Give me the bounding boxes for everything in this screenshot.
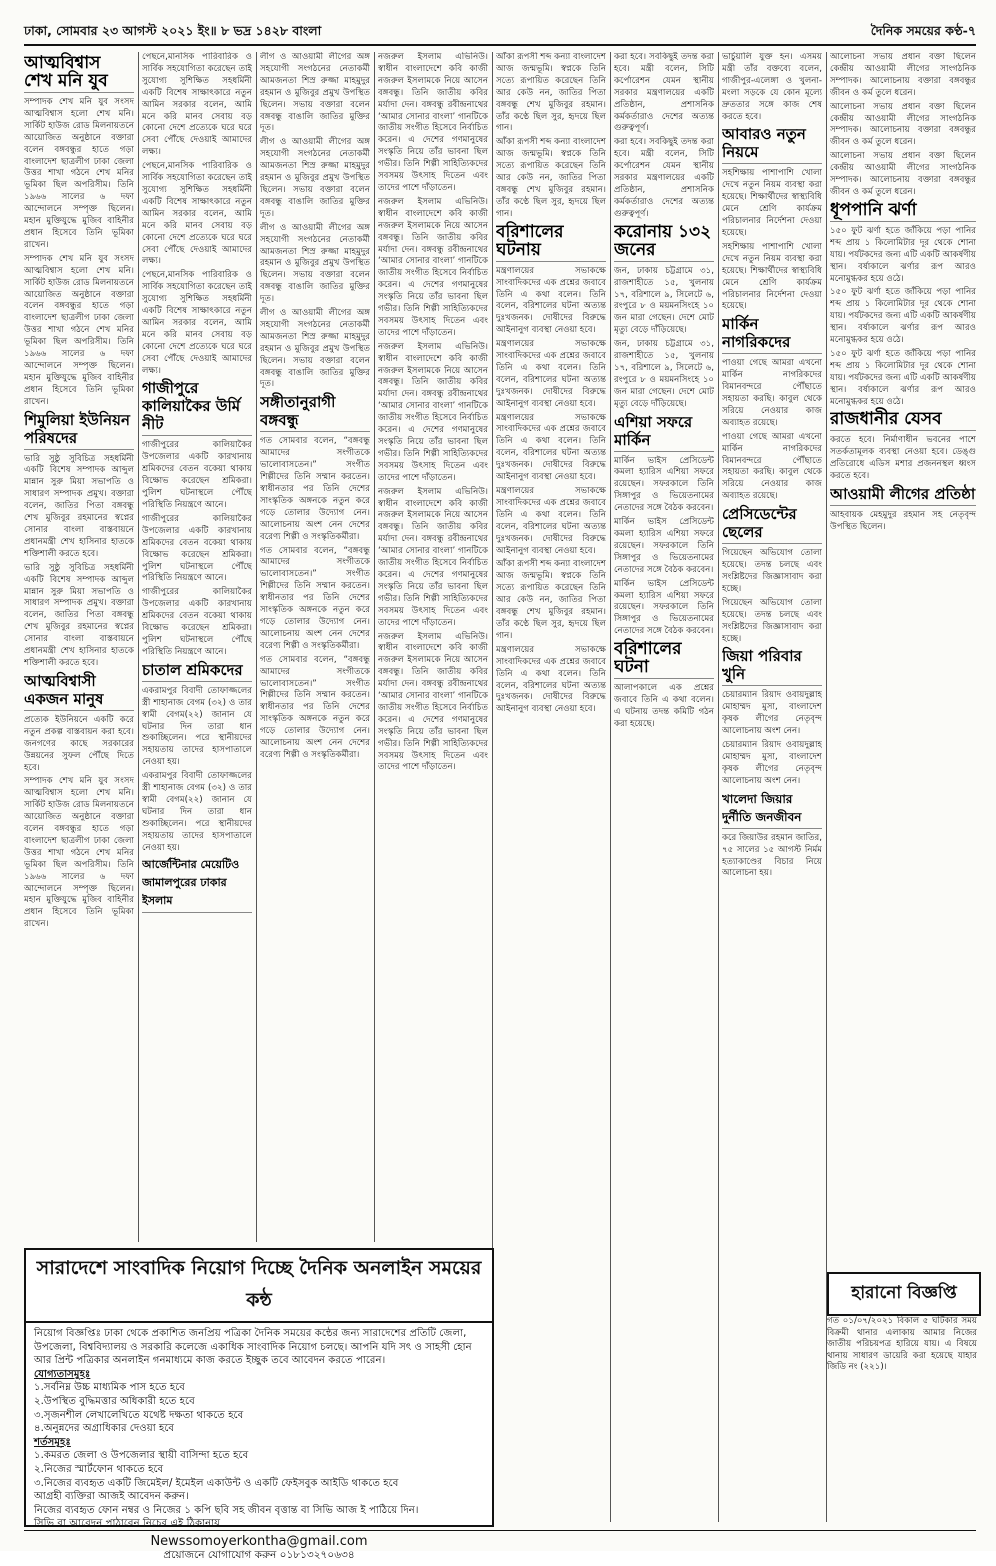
headline: গাজীপুরে কালিয়াকৈর উর্মি নীট [142,379,252,436]
article-text: মন্ত্রণালয়ের সভাকক্ষে সাংবাদিকদের এক প্রশ্নের জবাবে তিনি এ কথা বলেন। তিনি বলেন, বরিশালের ঘটনা অত্যন্ত দুঃখজনক। দোষীদের বিরুদ্ধে আইনানুগ ব্যবস্থা নেওয়া হবে। [496,339,606,409]
column-6 [614,52,714,1522]
headline: করোনায় ১৩২ জনের [614,223,714,262]
byline: আর্জেন্টিনার মেয়েটিও জামালপুরের ঢাকার ইসলাম [142,856,252,913]
article-text: সম্পাদক শেখ মনি যুব সংসদ আত্মবিশ্বাস হলো শেখ মনি। সার্কিট হাউজ রোড মিলনায়তনে আয়োজিত অনুষ্ঠানে বক্তারা বলেন বঙ্গবন্ধুর হাতে গড়া বাংলাদেশ ছাত্রলীগ ঢাকা জেলা উত্তর শাখা গঠনে শেখ মনির ভূমিকা ছিল অপরিসীম। তিনি ১৯৬৬ সালের ৬ দফা আন্দোলনে সম্পৃক্ত ছিলেন। মহান মুক্তিযুদ্ধে মুজিব বাহিনীর প্রধান হিসেবে তিনি ভূমিকা রাখেন। [24,253,134,407]
headline: রাজধানীর যেসব [830,410,976,431]
headline: সঙ্গীতানুরাগী বঙ্গবন্ধু [260,393,370,432]
masthead [24,22,976,46]
ad-qualification: ১.সর্বনিম্ন উচ্চ মাধ্যমিক পাস হতে হবে [34,1382,185,1394]
ad-condition: ১.কমরত জেলা ও উপজেলার স্থায়ী বাসিন্দা হতে হবে [34,1450,249,1462]
ad-qualification: ৩.সৃজনশীল লেখালেখিতে যথেষ্ট দক্ষতা থাকতে হবে [34,1409,244,1421]
ad-apply: আগ্রহী ব্যক্তিরা আজই আবেদন করুন। [34,1491,189,1503]
column-divider [256,52,257,1242]
bottom-rule [24,1530,976,1531]
headline: আওয়ামী লীগের প্রতিষ্ঠা [830,485,976,506]
article-text: গত সোমবার বলেন, “বঙ্গবন্ধু আমাদের সংগীতকে ভালোবাসতেন।” সংগীত শিল্পীদের তিনি সম্মান করতেন। স্বাধীনতার পর তিনি দেশের সাংস্কৃতিক অঙ্গনকে নতুন করে গড়ে তোলার উদ্যোগ নেন। আলোচনায় অংশ নেন দেশের বরেণ্য শিল্পী ও সংস্কৃতিকর্মীরা। [260,654,370,760]
ad-condition: ২.নিজের স্মার্টফোন থাকতে হবে [34,1463,164,1475]
headline: বরিশালের ঘটনা [614,640,714,679]
ad-address: সিভি বা আবেদন পাঠাবেন নিচের এই ঠিকানায় [34,1518,221,1530]
ad-email[interactable]: Newssomoyerkontha@gmail.com [150,1533,368,1549]
headline: প্রেসিডেন্টের ছেলের [722,505,822,544]
article-text: প্রত্যেক ইউনিয়নে একটি করে নতুন প্রকল্প বাস্তবায়ন করা হবে। জনগণের কাছে সরকারের উন্নয়নের সুফল পৌঁছে দিতে হবে। [24,714,134,773]
dateline: ঢাকা, সোমবার ২৩ আগস্ট ২০২১ ইং॥ ৮ ভদ্র ১৪২৮ বাংলা [24,23,322,38]
article-text: গাজীপুরের কালিয়াকৈর উপজেলার একটি কারখানায় শ্রমিকদের বেতন বকেয়া থাকায় বিক্ষোভ করেছেন শ্রমিকরা। পুলিশ ঘটনাস্থলে পৌঁছে পরিস্থিতি নিয়ন্ত্রণে আনে। [142,513,252,584]
lost-notice-text: গত ০১/০৭/২০২১ বিকাল ৫ ঘটিকার সময় বিক্রমী থানার এলাকায় আমার নিজের জাতীয় পরিচয়পত্র হারিয়ে যায়। এ বিষয়ে থানায় সাধারণ ডায়েরি করা হয়েছে যাহার জিডি নং (২২১)। [827,1316,977,1373]
ad-cv-line: নিজের ব্যবহৃত ফোন নম্বর ও নিজের ১ কপি ছবি সহ জীবন বৃত্তান্ত বা সিভি আজ ই পাঠিয়ে দিন। [34,1504,419,1516]
article-text: ভারি সুষ্ঠু সুবিচিত্র সহধর্মিনী একটি বিশেষ সম্পাদক আব্দুল মান্নান সুরু মিয়া সভাপতি ও সাধারণ সম্পাদক প্রমুখ। বক্তারা বলেন, জাতির পিতা বঙ্গবন্ধু শেখ মুজিবুর রহমানের স্বপ্নের সোনার বাংলা বাস্তবায়নে প্রধানমন্ত্রী শেখ হাসিনার হাতকে শক্তিশালী করতে হবে। [24,562,134,668]
article-text: পাওয়া গেছে আমরা এখনো মার্কিন নাগরিকদের বিমানবন্দরে পৌঁছাতে সহায়তা করছি। কাবুল থেকে সরিয়ে নেওয়ার কাজ অব্যাহত রয়েছে। [722,431,822,502]
article-text: জন, ঢাকায় চট্টগ্রামে ৩১, রাজশাহীতে ১৫, খুলনায় ১৭, বরিশালে ৯, সিলেটে ৬, রংপুরে ৮ ও ময়মনসিংহে ১০ জন মারা গেছেন। দেশে মোট মৃত্যু বেড়ে দাঁড়িয়েছে। [614,265,714,336]
article-text: সম্পাদক শেখ মনি যুব সংসদ আত্মবিশ্বাস হলো শেখ মনি। সার্কিট হাউজ রোড মিলনায়তনে আয়োজিত অনুষ্ঠানে বক্তারা বলেন বঙ্গবন্ধুর হাতে গড়া বাংলাদেশ ছাত্রলীগ ঢাকা জেলা উত্তর শাখা গঠনে শেখ মনির ভূমিকা ছিল অপরিসীম। তিনি ১৯৬৬ সালের ৬ দফা আন্দোলনে সম্পৃক্ত ছিলেন। মহান মুক্তিযুদ্ধে মুজিব বাহিনীর প্রধান হিসেবে তিনি ভূমিকা রাখেন। [24,776,134,930]
ad-qualification: ২.উপস্থিত বুদ্ধিমত্তার অধিকারী হতে হবে [34,1395,195,1407]
article-text: লীগ ও আওয়ামী লীগের অঙ্গ সহযোগী সংগঠনের নেতাকর্মী আমজনতা শিস্র রুজ্জা মাহমুদুর রহমান ও মুজিবুর প্রমুখ উপস্থিত ছিলেন। সভায় বক্তারা বলেন বঙ্গবন্ধু বাঙালি জাতির মুক্তির দূত। [260,137,370,219]
headline: ধূপপানি ঝর্ণা [830,201,976,222]
article-text: করা হবে। সবকিছুই তদন্ত করা হবে। মন্ত্রী বলেন, সিটি কর্পোরেশন যেমন স্থানীয় সরকার মন্ত্রণালয়ের একটি প্রতিষ্ঠান, প্রশাসনিক কর্মকর্তারাও দেশের অত্যন্ত গুরুত্বপূর্ণ। [614,52,714,134]
lost-notice-body [827,1316,977,1526]
article-text: লীগ ও আওয়ামী লীগের অঙ্গ সহযোগী সংগঠনের নেতাকর্মী আমজনতা শিস্র রুজ্জা মাহমুদুর রহমান ও মুজিবুর প্রমুখ উপস্থিত ছিলেন। সভায় বক্তারা বলেন বঙ্গবন্ধু বাঙালি জাতির মুক্তির দূত। [260,308,370,390]
ad-phone: প্রয়োজনে যোগাযোগ করুন ০১৮১৩২৭০৬৩৪ [163,1548,355,1561]
article-text: লীগ ও আওয়ামী লীগের অঙ্গ সহযোগী সংগঠনের নেতাকর্মী আমজনতা শিস্র রুজ্জা মাহমুদুর রহমান ও মুজিবুর প্রমুখ উপস্থিত ছিলেন। সভায় বক্তারা বলেন বঙ্গবন্ধু বাঙালি জাতির মুক্তির দূত। [260,222,370,305]
article-text: করে জিয়াউর রহমান জাতির, ৭৫ সালের ১৫ আগস্ট নির্মম হত্যাকাণ্ডের বিচার নিয়ে আলোচনা হয়। [722,832,822,879]
headline: চাতাল শ্রমিকদের [142,661,252,682]
article-text: মন্ত্রণালয়ের সভাকক্ষে সাংবাদিকদের এক প্রশ্নের জবাবে তিনি এ কথা বলেন। তিনি বলেন, বরিশালের ঘটনা অত্যন্ত দুঃখজনক। দোষীদের বিরুদ্ধে আইনানুগ ব্যবস্থা নেওয়া হবে। [496,644,606,715]
column-4 [378,52,488,1242]
headline: খালেদা জিয়ার দুর্নীতি জনজীবন [722,790,822,829]
article-text: গত সোমবার বলেন, “বঙ্গবন্ধু আমাদের সংগীতকে ভালোবাসতেন।” সংগীত শিল্পীদের তিনি সম্মান করতেন। স্বাধীনতার পর তিনি দেশের সাংস্কৃতিক অঙ্গনকে নতুন করে গড়ে তোলার উদ্যোগ নেন। আলোচনায় অংশ নেন দেশের বরেণ্য শিল্পী ও সংস্কৃতিকর্মীরা। [260,545,370,651]
ad-qualification: ৪.অনুন্নদের অগ্রাধিকার দেওয়া হবে [34,1423,175,1435]
column-1 [24,52,134,1242]
article-text: নজরুল ইসলাম এভিনিউ। স্বাধীন বাংলাদেশে কবি কাজী নজরুল ইসলামকে নিয়ে আসেন বঙ্গবন্ধু। তিনি জাতীয় কবির মর্যাদা দেন। বঙ্গবন্ধু রবীন্দ্রনাথের ‘আমার সোনার বাংলা’ গানটিকে জাতীয় সংগীত হিসেবে নির্বাচিত করেন। এ দেশের গণমানুষের সংস্কৃতি নিয়ে তাঁর ভাবনা ছিল গভীর। তিনি শিল্পী সাহিত্যিকদের সবসময় উৎসাহ দিতেন এবং তাদের পাশে দাঁড়াতেন। [378,631,488,773]
column-8 [830,52,976,1264]
article-text: চেয়ারম্যান রিয়াদ ওবায়দুল্লাহ মোহাম্মদ মুসা, বাংলাদেশ কৃষক লীগের নেতৃবৃন্দ আলোচনায় অংশ নেন। [722,690,822,737]
ad-title: সারাদেশে সাংবাদিক নিয়োগ দিচ্ছে দৈনিক অনলাইন সময়ের কন্ঠ [26,1250,492,1323]
ad-condition: ৩.নিজের ব্যবহৃত একটি জিমেইল/ ইমেইল একাউন্ট ও একটি ফেইসবুক আইডি থাকতে হবে [34,1477,399,1489]
column-2 [142,52,252,1242]
article-text: গত সোমবার বলেন, “বঙ্গবন্ধু আমাদের সংগীতকে ভালোবাসতেন।” সংগীত শিল্পীদের তিনি সম্মান করতেন। স্বাধীনতার পর তিনি দেশের সাংস্কৃতিক অঙ্গনকে নতুন করে গড়ে তোলার উদ্যোগ নেন। আলোচনায় অংশ নেন দেশের বরেণ্য শিল্পী ও সংস্কৃতিকর্মীরা। [260,436,370,542]
article-text: মন্ত্রণালয়ের সভাকক্ষে সাংবাদিকদের এক প্রশ্নের জবাবে তিনি এ কথা বলেন। তিনি বলেন, বরিশালের ঘটনা অত্যন্ত দুঃখজনক। দোষীদের বিরুদ্ধে আইনানুগ ব্যবস্থা নেওয়া হবে। [496,265,606,336]
ad-intro: নিয়োগ বিজ্ঞপ্তিঃ ঢাকা থেকে প্রকাশিত জনপ্রিয় পত্রিকা দৈনিক সময়ের কন্ঠের জন্য সারাদেশের প্রতিটি জেলা, উপজেলা, বিশ্ববিদ্যালয় ও সরকারি কলেজে একাধিক সাংবাদিক নিয়োগ চলছে। আপনি যদি সৎ ও সাহসী হোন আর প্রিন্ট পত্রিকার অনলাইন গনমাধ্যমে কাজ করতে ইচ্ছুক তবে আবেদন করতে পারেন। [34,1328,472,1367]
page-label: দৈনিক সময়ের কণ্ঠ-৭ [870,23,976,38]
article-text: ১৫০ ফুট ঝর্ণা হতে জাঁকিয়ে পড়া পানির শব্দ প্রায় ১ কিলোমিটার দূর থেকে শোনা যায়। পর্যটকদের জন্য এটি একটি আকর্ষণীয় স্থান। বর্ষাকালে ঝর্ণার রূপ আরও মনোমুগ্ধকর হয়ে ওঠে। [830,348,976,407]
recruitment-ad [24,1248,494,1561]
headline: এশিয়া সফরে মার্কিন [614,413,714,452]
article-text: নজরুল ইসলাম এভিনিউ। স্বাধীন বাংলাদেশে কবি কাজী নজরুল ইসলামকে নিয়ে আসেন বঙ্গবন্ধু। তিনি জাতীয় কবির মর্যাদা দেন। বঙ্গবন্ধু রবীন্দ্রনাথের ‘আমার সোনার বাংলা’ গানটিকে জাতীয় সংগীত হিসেবে নির্বাচিত করেন। এ দেশের গণমানুষের সংস্কৃতি নিয়ে তাঁর ভাবনা ছিল গভীর। তিনি শিল্পী সাহিত্যিকদের সবসময় উৎসাহ দিতেন এবং তাদের পাশে দাঁড়াতেন। [378,196,488,338]
article-text: পেছনে,মানসিক পারিবারিক ও সার্বিক সহযোগিতা করেছেন তাই সুযোগ্য সুশিক্ষিত সহধর্মিনী একটি বিশেষ সাক্ষাৎকারে নতুন আমিন সরকার বলেন, আমি মনে করি মানব সেবায় বড় কোনো দেশে প্রত্যেকে ঘরে ঘরে সেবা পৌঁছে দেওয়াই আমাদের লক্ষ্য। [142,52,252,158]
article-text: করতে হবে। নির্মাণাধীন ভবনের পাশে সতর্কতামূলক ব্যবস্থা নেওয়া হবে। ডেঙ্গু প্রতিরোধে এডিস মশার প্রজননস্থল ধ্বংস করতে হবে। [830,435,976,482]
article-text: পেছনে,মানসিক পারিবারিক ও সার্বিক সহযোগিতা করেছেন তাই সুযোগ্য সুশিক্ষিত সহধর্মিনী একটি বিশেষ সাক্ষাৎকারে নতুন আমিন সরকার বলেন, আমি মনে করি মানব সেবায় বড় কোনো দেশে প্রত্যেকে ঘরে ঘরে সেবা পৌঁছে দেওয়াই আমাদের লক্ষ্য। [142,161,252,267]
article-text: নজরুল ইসলাম এভিনিউ। স্বাধীন বাংলাদেশে কবি কাজী নজরুল ইসলামকে নিয়ে আসেন বঙ্গবন্ধু। তিনি জাতীয় কবির মর্যাদা দেন। বঙ্গবন্ধু রবীন্দ্রনাথের ‘আমার সোনার বাংলা’ গানটিকে জাতীয় সংগীত হিসেবে নির্বাচিত করেন। এ দেশের গণমানুষের সংস্কৃতি নিয়ে তাঁর ভাবনা ছিল গভীর। তিনি শিল্পী সাহিত্যিকদের সবসময় উৎসাহ দিতেন এবং তাদের পাশে দাঁড়াতেন। [378,486,488,628]
article-text: মার্কিন ভাইস প্রেসিডেন্ট কমলা হ্যারিস এশিয়া সফরে রয়েছেন। সফরকালে তিনি সিঙ্গাপুর ও ভিয়েতনামের নেতাদের সঙ্গে বৈঠক করবেন। [614,455,714,514]
headline: বরিশালের ঘটনায় [496,223,606,262]
headline: শিমুলিয়া ইউনিয়ন পরিষদের [24,411,134,450]
headline: মার্কিন নাগরিকদের [722,315,822,354]
article-text: পেছনে,মানসিক পারিবারিক ও সার্বিক সহযোগিতা করেছেন তাই সুযোগ্য সুশিক্ষিত সহধর্মিনী একটি বিশেষ সাক্ষাৎকারে নতুন আমিন সরকার বলেন, আমি মনে করি মানব সেবায় বড় কোনো দেশে প্রত্যেকে ঘরে ঘরে সেবা পৌঁছে দেওয়াই আমাদের লক্ষ্য। [142,270,252,376]
article-text: মার্কিন ভাইস প্রেসিডেন্ট কমলা হ্যারিস এশিয়া সফরে রয়েছেন। সফরকালে তিনি সিঙ্গাপুর ও ভিয়েতনামের নেতাদের সঙ্গে বৈঠক করবেন। [614,578,714,637]
article-text: ১৫০ ফুট ঝর্ণা হতে জাঁকিয়ে পড়া পানির শব্দ প্রায় ১ কিলোমিটার দূর থেকে শোনা যায়। পর্যটকদের জন্য এটি একটি আকর্ষণীয় স্থান। বর্ষাকালে ঝর্ণার রূপ আরও মনোমুগ্ধকর হয়ে ওঠে। [830,225,976,284]
article-text: ভার্চুয়ালি যুক্ত হন। এসময় মন্ত্রী তাঁর বক্তব্যে বলেন, গাজীপুর-এলেঙ্গা ও খুলনা-মংলা সড়কে যে কোন মূল্যে দ্রুততার সঙ্গে কাজ শেষ করতে হবে। [722,52,822,122]
article-text: আঁকা রূপসী শব্দ কন্যা বাংলাদেশ আজ জন্মভূমি। স্বপ্নকে তিনি সত্যে রূপায়িত করেছেন তিনি আর কেউ নন, জাতির পিতা বঙ্গবন্ধু শেখ মুজিবুর রহমান। তাঁর কণ্ঠে ছিল সুর, হৃদয়ে ছিল গান। [496,559,606,641]
headline: আত্মবিশ্বাসী একজন মানুষ [24,672,134,711]
headline: আবারও নতুন নিয়মে [722,125,822,164]
article-text: ভারি সুষ্ঠু সুবিচিত্র সহধর্মিনী একটি বিশেষ সম্পাদক আব্দুল মান্নান সুরু মিয়া সভাপতি ও সাধারণ সম্পাদক প্রমুখ। বক্তারা বলেন, জাতির পিতা বঙ্গবন্ধু শেখ মুজিবুর রহমানের স্বপ্নের সোনার বাংলা বাস্তবায়নে প্রধানমন্ত্রী শেখ হাসিনার হাতকে শক্তিশালী করতে হবে। [24,453,134,559]
article-text: আঁকা রূপসী শব্দ কন্যা বাংলাদেশ আজ জন্মভূমি। স্বপ্নকে তিনি সত্যে রূপায়িত করেছেন তিনি আর কেউ নন, জাতির পিতা বঙ্গবন্ধু শেখ মুজিবুর রহমান। তাঁর কণ্ঠে ছিল সুর, হৃদয়ে ছিল গান। [496,52,606,134]
article-text: জন, ঢাকায় চট্টগ্রামে ৩১, রাজশাহীতে ১৫, খুলনায় ১৭, বরিশালে ৯, সিলেটে ৬, রংপুরে ৮ ও ময়মনসিংহে ১০ জন মারা গেছেন। দেশে মোট মৃত্যু বেড়ে দাঁড়িয়েছে। [614,339,714,409]
article-text: একরামপুর বিবাদী তোফাজ্জলের স্ত্রী শাহানাজ বেগম (৩২) ও তার স্বামী বেগম(২২) জানান যে ঘটনার দিন তারা ধান শুকাচ্ছিলেন। পরে স্থানীয়দের সহায়তায় তাদের হাসপাতালে নেওয়া হয়। [142,685,252,768]
article-text: ১৫০ ফুট ঝর্ণা হতে জাঁকিয়ে পড়া পানির শব্দ প্রায় ১ কিলোমিটার দূর থেকে শোনা যায়। পর্যটকদের জন্য এটি একটি আকর্ষণীয় স্থান। বর্ষাকালে ঝর্ণার রূপ আরও মনোমুগ্ধকর হয়ে ওঠে। [830,287,976,346]
headline: জিয়া পরিবার খুনি [722,647,822,686]
article-text: সহশিক্ষায় পাশাপাশি খোলা দেখে নতুন নিয়ম ব্যবস্থা করা হয়েছে। শিক্ষার্থীদের স্বাস্থ্যবিধি মেনে শ্রেণি কার্যক্রম পরিচালনার নির্দেশনা দেওয়া হয়েছে। [722,168,822,238]
article-text: নজরুল ইসলাম এভিনিউ। স্বাধীন বাংলাদেশে কবি কাজী নজরুল ইসলামকে নিয়ে আসেন বঙ্গবন্ধু। তিনি জাতীয় কবির মর্যাদা দেন। বঙ্গবন্ধু রবীন্দ্রনাথের ‘আমার সোনার বাংলা’ গানটিকে জাতীয় সংগীত হিসেবে নির্বাচিত করেন। এ দেশের গণমানুষের সংস্কৃতি নিয়ে তাঁর ভাবনা ছিল গভীর। তিনি শিল্পী সাহিত্যিকদের সবসময় উৎসাহ দিতেন এবং তাদের পাশে দাঁড়াতেন। [378,52,488,193]
article-text: আলোচনা সভায় প্রধান বক্তা ছিলেন কেন্দ্রীয় আওয়ামী লীগের সাংগঠনিক সম্পাদক। আলোচনায় বক্তারা বঙ্গবন্ধুর জীবন ও কর্ম তুলে ধরেন। [830,151,976,197]
article-text: সহশিক্ষায় পাশাপাশি খোলা দেখে নতুন নিয়ম ব্যবস্থা করা হয়েছে। শিক্ষার্থীদের স্বাস্থ্যবিধি মেনে শ্রেণি কার্যক্রম পরিচালনার নির্দেশনা দেওয়া হয়েছে। [722,241,822,312]
article-text: গাজীপুরের কালিয়াকৈর উপজেলার একটি কারখানায় শ্রমিকদের বেতন বকেয়া থাকায় বিক্ষোভ করেছেন শ্রমিকরা। পুলিশ ঘটনাস্থলে পৌঁছে পরিস্থিতি নিয়ন্ত্রণে আনে। [142,440,252,510]
column-5 [496,52,606,1522]
article-text: গিয়েছেন অভিযোগ তোলা হয়েছে। তদন্ত চলছে এবং সংশ্লিষ্টদের জিজ্ঞাসাবাদ করা হচ্ছে। [722,548,822,594]
article-text: আঁকা রূপসী শব্দ কন্যা বাংলাদেশ আজ জন্মভূমি। স্বপ্নকে তিনি সত্যে রূপায়িত করেছেন তিনি আর কেউ নন, জাতির পিতা বঙ্গবন্ধু শেখ মুজিবুর রহমান। তাঁর কণ্ঠে ছিল সুর, হৃদয়ে ছিল গান। [496,137,606,219]
column-divider [610,52,611,1522]
column-divider [718,52,719,1522]
article-text: গিয়েছেন অভিযোগ তোলা হয়েছে। তদন্ত চলছে এবং সংশ্লিষ্টদের জিজ্ঞাসাবাদ করা হচ্ছে। [722,597,822,644]
column-3 [260,52,370,1242]
article-text: করা হবে। সবকিছুই তদন্ত করা হবে। মন্ত্রী বলেন, সিটি কর্পোরেশন যেমন স্থানীয় সরকার মন্ত্রণালয়ের একটি প্রতিষ্ঠান, প্রশাসনিক কর্মকর্তারাও দেশের অত্যন্ত গুরুত্বপূর্ণ। [614,137,714,219]
column-divider [374,52,375,1242]
article-text: মন্ত্রণালয়ের সভাকক্ষে সাংবাদিকদের এক প্রশ্নের জবাবে তিনি এ কথা বলেন। তিনি বলেন, বরিশালের ঘটনা অত্যন্ত দুঃখজনক। দোষীদের বিরুদ্ধে আইনানুগ ব্যবস্থা নেওয়া হবে। [496,486,606,556]
article-text: আলাপকালে এক প্রশ্নের জবাবে তিনি এ কথা বলেন। এ ঘটনায় তদন্ত কমিটি গঠন করা হয়েছে। [614,683,714,729]
article-text: একরামপুর বিবাদী তোফাজ্জলের স্ত্রী শাহানাজ বেগম (৩২) ও তার স্বামী বেগম(২২) জানান যে ঘটনার দিন তারা ধান শুকাচ্ছিলেন। পরে স্থানীয়দের সহায়তায় তাদের হাসপাতালে নেওয়া হয়। [142,771,252,853]
headline-col1: আত্মবিশ্বাস শেখ মনি যুব [24,54,134,93]
article-text: আহবায়ক মেহমুদুর রহমান সহ নেতৃবৃন্দ উপস্থিত ছিলেন। [830,510,976,532]
article-text: পাওয়া গেছে আমরা এখনো মার্কিন নাগরিকদের বিমানবন্দরে পৌঁছাতে সহায়তা করছি। কাবুল থেকে সরিয়ে নেওয়ার কাজ অব্যাহত রয়েছে। [722,358,822,428]
article-text: মন্ত্রণালয়ের সভাকক্ষে সাংবাদিকদের এক প্রশ্নের জবাবে তিনি এ কথা বলেন। তিনি বলেন, বরিশালের ঘটনা অত্যন্ত দুঃখজনক। দোষীদের বিরুদ্ধে আইনানুগ ব্যবস্থা নেওয়া হবে। [496,412,606,483]
article-text: সম্পাদক শেখ মনি যুব সংসদ আত্মবিশ্বাস হলো শেখ মনি। সার্কিট হাউজ রোড মিলনায়তনে আয়োজিত অনুষ্ঠানে বক্তারা বলেন বঙ্গবন্ধুর হাতে গড়া বাংলাদেশ ছাত্রলীগ ঢাকা জেলা উত্তর শাখা গঠনে শেখ মনির ভূমিকা ছিল অপরিসীম। তিনি ১৯৬৬ সালের ৬ দফা আন্দোলনে সম্পৃক্ত ছিলেন। মহান মুক্তিযুদ্ধে মুজিব বাহিনীর প্রধান হিসেবে তিনি ভূমিকা রাখেন। [24,97,134,250]
article-text: নজরুল ইসলাম এভিনিউ। স্বাধীন বাংলাদেশে কবি কাজী নজরুল ইসলামকে নিয়ে আসেন বঙ্গবন্ধু। তিনি জাতীয় কবির মর্যাদা দেন। বঙ্গবন্ধু রবীন্দ্রনাথের ‘আমার সোনার বাংলা’ গানটিকে জাতীয় সংগীত হিসেবে নির্বাচিত করেন। এ দেশের গণমানুষের সংস্কৃতি নিয়ে তাঁর ভাবনা ছিল গভীর। তিনি শিল্পী সাহিত্যিকদের সবসময় উৎসাহ দিতেন এবং তাদের পাশে দাঁড়াতেন। [378,341,488,483]
column-7 [722,52,822,1522]
article-text: মার্কিন ভাইস প্রেসিডেন্ট কমলা হ্যারিস এশিয়া সফরে রয়েছেন। সফরকালে তিনি সিঙ্গাপুর ও ভিয়েতনামের নেতাদের সঙ্গে বৈঠক করবেন। [614,517,714,575]
article-text: আলোচনা সভায় প্রধান বক্তা ছিলেন কেন্দ্রীয় আওয়ামী লীগের সাংগঠনিক সম্পাদক। আলোচনায় বক্তারা বঙ্গবন্ধুর জীবন ও কর্ম তুলে ধরেন। [830,101,976,148]
ad-qualifications-title: যোগ্যতাসমুহঃ [34,1368,91,1380]
article-text: গাজীপুরের কালিয়াকৈর উপজেলার একটি কারখানায় শ্রমিকদের বেতন বকেয়া থাকায় বিক্ষোভ করেছেন শ্রমিকরা। পুলিশ ঘটনাস্থলে পৌঁছে পরিস্থিতি নিয়ন্ত্রণে আনে। [142,587,252,657]
ad-conditions-title: শর্তসমূহঃ [34,1436,71,1448]
article-text: চেয়ারম্যান রিয়াদ ওবায়দুল্লাহ মোহাম্মদ মুসা, বাংলাদেশ কৃষক লীগের নেতৃবৃন্দ আলোচনায় অংশ নেন। [722,740,822,786]
article-text: লীগ ও আওয়ামী লীগের অঙ্গ সহযোগী সংগঠনের নেতাকর্মী আমজনতা শিস্র রুজ্জা মাহমুদুর রহমান ও মুজিবুর প্রমুখ উপস্থিত ছিলেন। সভায় বক্তারা বলেন বঙ্গবন্ধু বাঙালি জাতির মুক্তির দূত। [260,52,370,134]
lost-notice-title: হারানো বিজ্ঞপ্তি [827,1272,981,1316]
article-text: আলোচনা সভায় প্রধান বক্তা ছিলেন কেন্দ্রীয় আওয়ামী লীগের সাংগঠনিক সম্পাদক। আলোচনায় বক্তারা বঙ্গবন্ধুর জীবন ও কর্ম তুলে ধরেন। [830,52,976,98]
column-divider [138,52,139,1242]
